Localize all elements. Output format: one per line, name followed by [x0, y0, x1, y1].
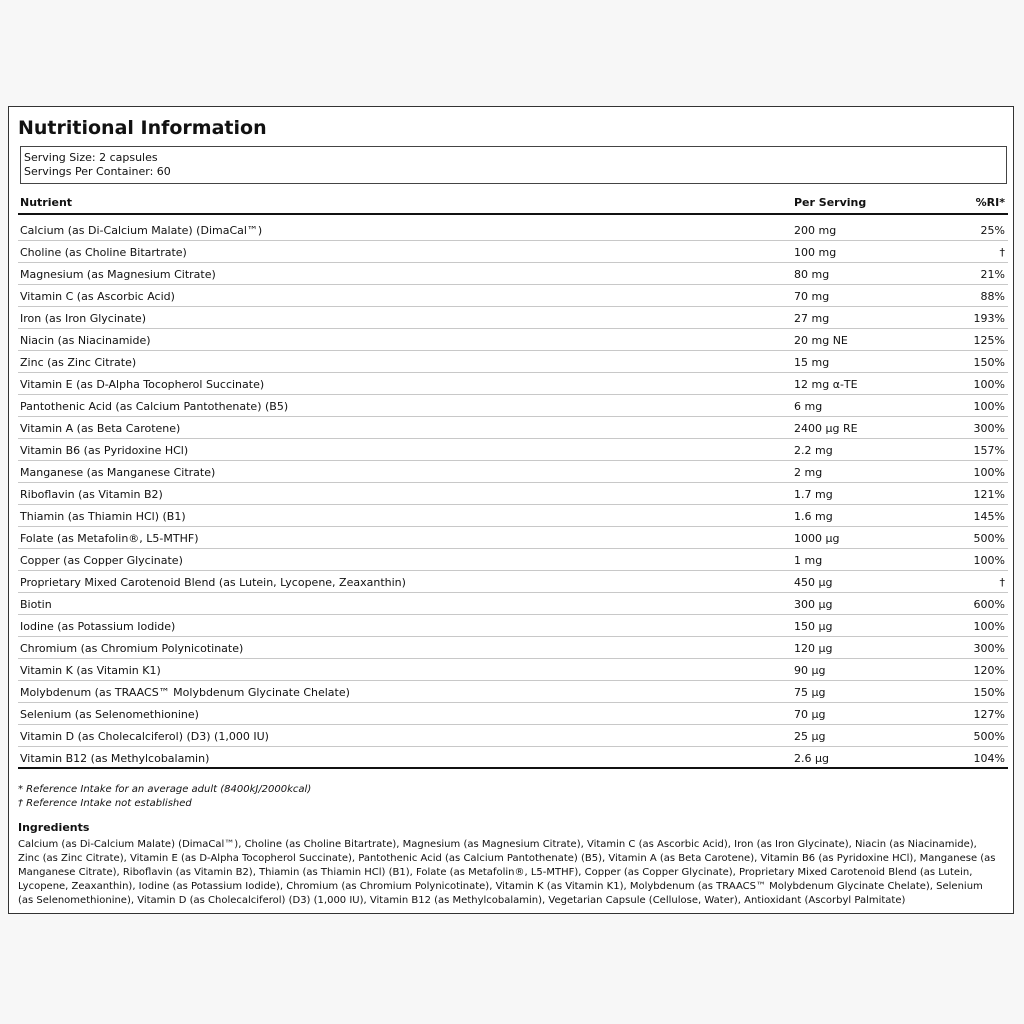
nutrient-cell: Chromium (as Chromium Polynicotinate) [20, 642, 244, 655]
nutrient-cell: Folate (as Metafolin®, L5-MTHF) [20, 532, 199, 545]
header-per-serving: Per Serving [794, 196, 867, 209]
nutrient-cell: Biotin [20, 598, 52, 611]
amount-cell: 80 mg [794, 268, 830, 281]
ri-cell: 127% [973, 708, 1005, 721]
table-row [18, 329, 1008, 351]
nutrient-cell: Pantothenic Acid (as Calcium Pantothenate) (B5) [20, 400, 289, 413]
header-ri: %RI* [975, 196, 1005, 209]
page-title: Nutritional Information [18, 117, 267, 139]
ri-cell: 150% [973, 686, 1005, 699]
table-row [18, 263, 1008, 285]
ri-cell: † [999, 576, 1005, 589]
table-row [18, 285, 1008, 307]
nutrient-cell: Thiamin (as Thiamin HCl) (B1) [20, 510, 186, 523]
ri-cell: 100% [973, 466, 1005, 479]
table-row [18, 219, 1008, 241]
header-nutrient: Nutrient [20, 196, 73, 209]
nutrient-cell: Zinc (as Zinc Citrate) [20, 356, 137, 369]
amount-cell: 1000 µg [794, 532, 840, 545]
table-row [18, 417, 1008, 439]
serving-info-box [20, 146, 1007, 184]
ri-cell: 125% [973, 334, 1005, 347]
nutrient-cell: Vitamin D (as Cholecalciferol) (D3) (1,000 IU) [20, 730, 269, 743]
ri-cell: 121% [973, 488, 1005, 501]
footnotes [18, 783, 311, 811]
table-row [18, 593, 1008, 615]
nutrient-cell: Calcium (as Di-Calcium Malate) (DimaCal™) [20, 224, 263, 237]
ri-cell: 145% [973, 510, 1005, 523]
ri-cell: 120% [973, 664, 1005, 677]
ri-cell: 150% [973, 356, 1005, 369]
table-row [18, 505, 1008, 527]
amount-cell: 70 mg [794, 290, 830, 303]
amount-cell: 150 µg [794, 620, 833, 633]
nutrient-cell: Iron (as Iron Glycinate) [20, 312, 146, 325]
table-row [18, 725, 1008, 747]
amount-cell: 2.6 µg [794, 752, 829, 765]
table-row [18, 307, 1008, 329]
amount-cell: 75 µg [794, 686, 826, 699]
ri-cell: 157% [973, 444, 1005, 457]
nutrient-cell: Vitamin B12 (as Methylcobalamin) [20, 752, 210, 765]
amount-cell: 20 mg NE [794, 334, 848, 347]
ri-cell: 88% [980, 290, 1005, 303]
amount-cell: 450 µg [794, 576, 833, 589]
table-row [18, 659, 1008, 681]
amount-cell: 1 mg [794, 554, 823, 567]
ri-cell: 100% [973, 554, 1005, 567]
nutrient-cell: Riboflavin (as Vitamin B2) [20, 488, 163, 501]
amount-cell: 70 µg [794, 708, 826, 721]
amount-cell: 2.2 mg [794, 444, 833, 457]
ri-cell: 300% [973, 642, 1005, 655]
nutrient-cell: Iodine (as Potassium Iodide) [20, 620, 176, 633]
amount-cell: 90 µg [794, 664, 826, 677]
amount-cell: 15 mg [794, 356, 830, 369]
ri-cell: 21% [980, 268, 1005, 281]
amount-cell: 1.6 mg [794, 510, 833, 523]
table-row [18, 483, 1008, 505]
table-row [18, 747, 1008, 769]
table-header [18, 192, 1008, 215]
nutrient-cell: Vitamin K (as Vitamin K1) [20, 664, 161, 677]
table-row [18, 241, 1008, 263]
ri-cell: † [999, 246, 1005, 259]
nutrient-cell: Vitamin E (as D-Alpha Tocopherol Succinate) [20, 378, 265, 391]
ri-cell: 100% [973, 400, 1005, 413]
ri-cell: 500% [973, 532, 1005, 545]
nutrient-cell: Vitamin B6 (as Pyridoxine HCl) [20, 444, 189, 457]
ingredients-text: Calcium (as Di-Calcium Malate) (DimaCal™), Choline (as Choline Bitartrate), Magnesium (as Magnesium Citrate), Vitamin C (as Ascorbic Acid), Iron (as Iron Glycinate), Niacin (as Niacinamide), Zinc (as Zinc Citrate), Vitamin E (as D-Alpha Tocopherol Succinate), Pantothenic Acid (as Calcium Pantothenate) (B5), Vitamin A (as Beta Carotene), Vitamin B6 (as Pyridoxine HCl), Manganese (as Manganese Citrate), Riboflavin (as Vitamin B2), Thiamin (as Thiamin HCl) (B1), Folate (as Metafolin®, L5-MTHF), Copper (as Copper Glycinate), Proprietary Mixed Carotenoid Blend (as Lutein, Lycopene, Zeaxanthin), Iodine (as Potassium Iodide), Chromium (as Chromium Polynicotinate), Vitamin K (as Vitamin K1), Molybdenum (as TRAACS™ Molybdenum Glycinate Chelate), Selenium (as Selenomethionine), Vitamin D (as Cholecalciferol) (D3) (1,000 IU), Vitamin B12 (as Methylcobalamin), Vegetarian Capsule (Cellulose, Water), Antioxidant (Ascorbyl Palmitate) [18, 839, 996, 906]
nutrient-cell: Choline (as Choline Bitartrate) [20, 246, 187, 259]
nutrient-cell: Niacin (as Niacinamide) [20, 334, 151, 347]
ri-cell: 193% [973, 312, 1005, 325]
amount-cell: 27 mg [794, 312, 830, 325]
amount-cell: 1.7 mg [794, 488, 833, 501]
amount-cell: 100 mg [794, 246, 837, 259]
table-row [18, 351, 1008, 373]
table-row [18, 681, 1008, 703]
amount-cell: 2 mg [794, 466, 823, 479]
nutrient-cell: Molybdenum (as TRAACS™ Molybdenum Glycinate Chelate) [20, 686, 350, 699]
ri-cell: 104% [973, 752, 1005, 765]
serving-size: Serving Size: 2 capsules [24, 151, 158, 164]
amount-cell: 120 µg [794, 642, 833, 655]
nutrient-table [18, 219, 1008, 769]
amount-cell: 25 µg [794, 730, 826, 743]
amount-cell: 200 mg [794, 224, 837, 237]
ri-cell: 100% [973, 378, 1005, 391]
nutrient-cell: Manganese (as Manganese Citrate) [20, 466, 216, 479]
ri-cell: 500% [973, 730, 1005, 743]
amount-cell: 12 mg α-TE [794, 378, 858, 391]
dagger-footnote: † Reference Intake not established [18, 798, 192, 809]
nutrient-cell: Copper (as Copper Glycinate) [20, 554, 183, 567]
table-row [18, 527, 1008, 549]
ri-cell: 600% [973, 598, 1005, 611]
amount-cell: 6 mg [794, 400, 823, 413]
ri-cell: 300% [973, 422, 1005, 435]
ri-cell: 25% [980, 224, 1005, 237]
nutrition-panel [8, 106, 1014, 914]
ri-footnote: * Reference Intake for an average adult (8400kJ/2000kcal) [18, 784, 312, 795]
nutrient-cell: Magnesium (as Magnesium Citrate) [20, 268, 216, 281]
table-row [18, 703, 1008, 725]
table-row [18, 549, 1008, 571]
nutrient-cell: Selenium (as Selenomethionine) [20, 708, 199, 721]
table-row [18, 615, 1008, 637]
ri-cell: 100% [973, 620, 1005, 633]
servings-per-container: Servings Per Container: 60 [24, 165, 171, 178]
table-row [18, 571, 1008, 593]
nutrient-cell: Vitamin A (as Beta Carotene) [20, 422, 181, 435]
nutrient-cell: Proprietary Mixed Carotenoid Blend (as Lutein, Lycopene, Zeaxanthin) [20, 576, 406, 589]
amount-cell: 2400 µg RE [794, 422, 858, 435]
table-row [18, 373, 1008, 395]
table-row [18, 395, 1008, 417]
ingredients-title: Ingredients [18, 821, 90, 834]
table-row [18, 439, 1008, 461]
table-row [18, 637, 1008, 659]
table-row [18, 461, 1008, 483]
nutrient-cell: Vitamin C (as Ascorbic Acid) [20, 290, 175, 303]
amount-cell: 300 µg [794, 598, 833, 611]
